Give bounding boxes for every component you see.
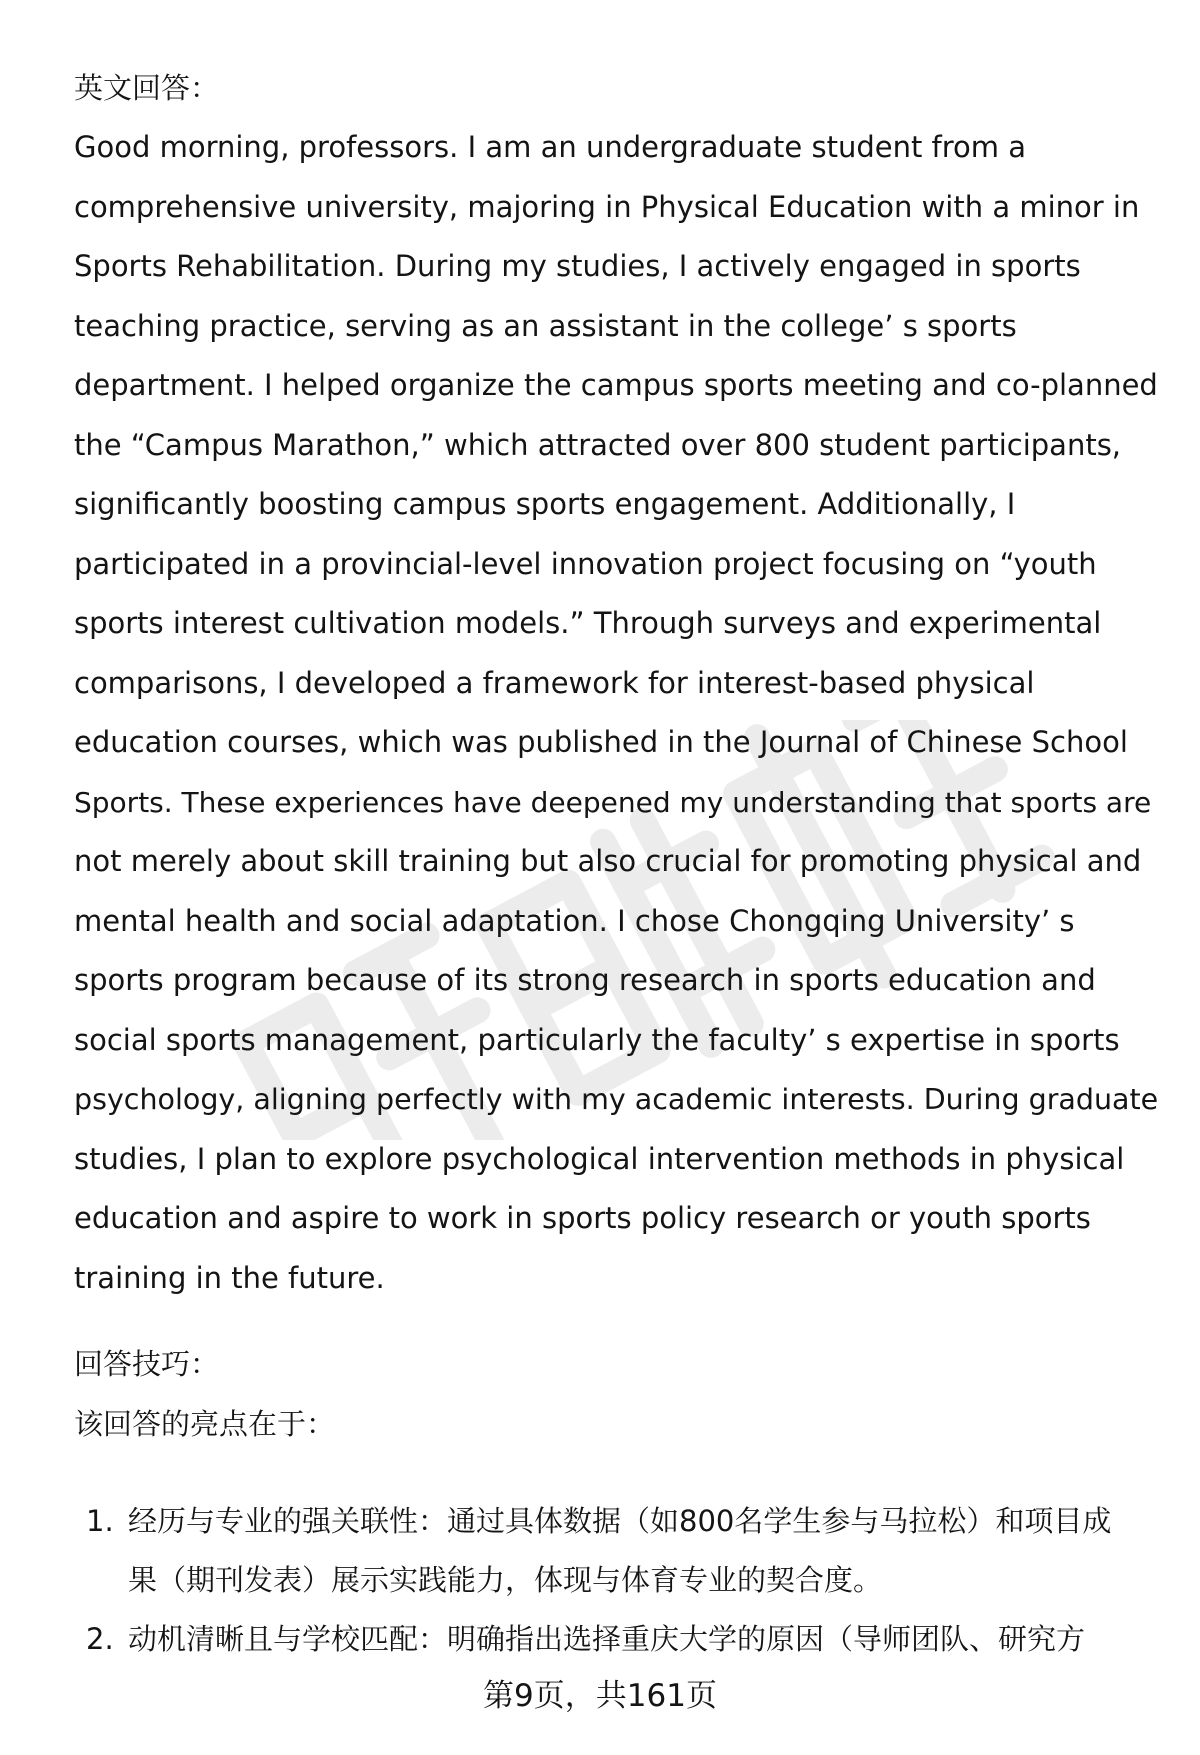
paragraph-line: not merely about skill training but also crucial for promoting physical and <box>74 844 1142 878</box>
paragraph-line: education and aspire to work in sports policy research or youth sports <box>74 1201 1091 1235</box>
paragraph-line: Good morning, professors. I am an undergraduate student from a <box>74 130 1027 164</box>
tips-heading: 回答技巧： <box>74 1347 220 1381</box>
paragraph-line: psychology, aligning perfectly with my academic interests. During graduate <box>74 1083 1159 1116</box>
tips-list-item <box>74 1610 1164 1669</box>
tips-intro: 该回答的亮点在于： <box>74 1407 336 1441</box>
english-answer-paragraph <box>74 118 1164 1308</box>
english-answer-heading: 英文回答： <box>74 71 220 105</box>
paragraph-line: training in the future. <box>74 1260 385 1295</box>
page-number-footer: 第9页，共161页 <box>483 1678 717 1714</box>
paragraph-line: the “Campus Marathon,” which attracted over 800 student participants, <box>74 427 1122 462</box>
paragraph-line: mental health and social adaptation. I chose Chongqing University’ s <box>74 903 1075 938</box>
paragraph-line: Sports Rehabilitation. During my studies, I actively engaged in sports <box>74 249 1081 283</box>
paragraph-line: comprehensive university, majoring in Physical Education with a minor in <box>74 189 1140 224</box>
paragraph-line: Sports. These experiences have deepened my understanding that sports are <box>74 785 1152 819</box>
paragraph-line: teaching practice, serving as an assistant in the college’ s sports <box>74 308 1017 343</box>
tips-list-item <box>74 1492 1164 1610</box>
list-item-line: 经历与专业的强关联性：通过具体数据（如800名学生参与马拉松）和项目成 <box>128 1504 1112 1538</box>
paragraph-line: participated in a provincial-level innovation project focusing on “youth <box>74 546 1097 581</box>
list-item-number: 2. <box>86 1622 114 1656</box>
list-item-line: 动机清晰且与学校匹配：明确指出选择重庆大学的原因（导师团队、研究方 <box>128 1622 1086 1656</box>
paragraph-line: sports program because of its strong research in sports education and <box>74 963 1096 997</box>
page-content <box>74 58 1164 1669</box>
paragraph-line: studies, I plan to explore psychological intervention methods in physical <box>74 1141 1125 1176</box>
paragraph-line: education courses, which was published in the Journal of Chinese School <box>74 725 1128 759</box>
paragraph-line: comparisons, I developed a framework for interest-based physical <box>74 665 1035 700</box>
list-item-number: 1. <box>86 1504 114 1538</box>
tips-list <box>74 1492 1164 1669</box>
paragraph-line: sports interest cultivation models.” Through surveys and experimental <box>74 606 1102 640</box>
paragraph-line: social sports management, particularly the faculty’ s expertise in sports <box>74 1022 1120 1057</box>
list-item-line: 果（期刊发表）展示实践能力，体现与体育专业的契合度。 <box>128 1563 883 1597</box>
paragraph-line: significantly boosting campus sports engagement. Additionally, I <box>74 487 1016 521</box>
paragraph-line: department. I helped organize the campus sports meeting and co-planned <box>74 368 1158 402</box>
